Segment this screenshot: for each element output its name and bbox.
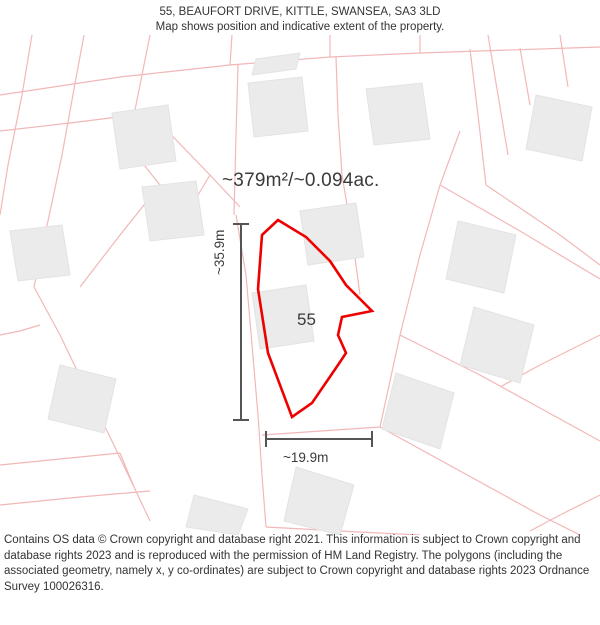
copyright-footer: Contains OS data © Crown copyright and database right 2021. This information is subject to Crown copyright and database rights 2023 and is reproduced with the permission of HM Land Registry. The polygons (including the associated geometry, namely x, y co-ordinates) are subject to Crown copyright and database rights 2023 Ordnance Survey 100026316. [4, 534, 590, 593]
area-label: ~379m²/~0.094ac. [222, 170, 380, 191]
vertical-dimension-bar [233, 224, 249, 420]
map-canvas[interactable] [0, 35, 600, 535]
map-header [0, 0, 600, 35]
page-title: 55, BEAUFORT DRIVE, KITTLE, SWANSEA, SA3 3LD [159, 6, 441, 18]
vertical-dimension-label: ~35.9m [212, 229, 227, 275]
plot-number-label: 55 [297, 310, 316, 329]
page-subtitle: Map shows position and indicative extent of the property. [155, 21, 445, 33]
horizontal-dimension-label: ~19.9m [283, 450, 329, 465]
